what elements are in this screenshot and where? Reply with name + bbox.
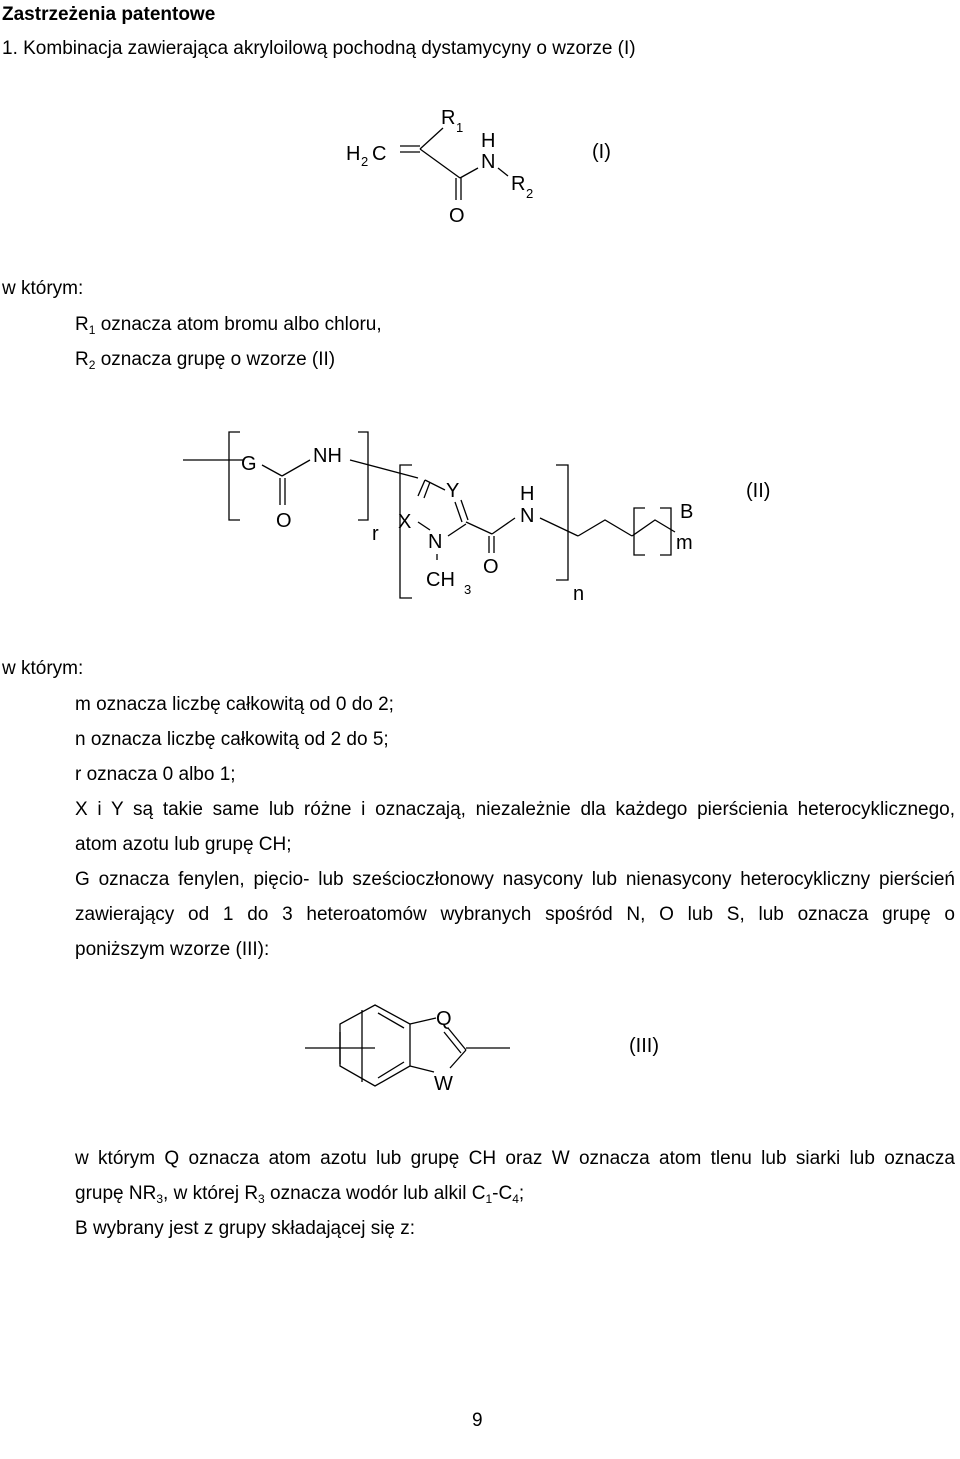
amide-n: N [481, 151, 496, 173]
qw-part-c: oznacza wodór lub alkil C [264, 1183, 486, 1204]
nh-group: NH [313, 445, 342, 467]
g-definition-line-1: G oznacza fenylen, pięcio- lub sześcioczłonowy nasycony lub nienasycony heterocykliczny pierścień [75, 869, 955, 890]
qw-definition-line-1: w którym Q oznacza atom azotu lub grupę CH oraz W oznacza atom tlenu lub siarki lub oznacza [75, 1148, 955, 1169]
page-number: 9 [472, 1410, 483, 1431]
methyl-sub: 3 [464, 582, 472, 597]
r-index: r [372, 523, 379, 545]
r2-def-text: oznacza grupę o wzorze (II) [95, 349, 336, 370]
qw-part-d: -C [492, 1183, 513, 1204]
r1-sub: 1 [456, 120, 464, 135]
claim-1-intro: 1. Kombinacja zawierająca akryloilową pochodną dystamycyny o wzorze (I) [2, 38, 636, 59]
formula-III-label: (III) [629, 1035, 659, 1057]
h2c-c: C [372, 143, 387, 165]
r-definition: r oznacza 0 albo 1; [75, 764, 236, 785]
amide-n-2: N [520, 505, 535, 527]
qw-part-e: ; [518, 1183, 525, 1204]
r1-symbol: R [441, 107, 456, 129]
b-definition: B wybrany jest z grupy składającej się z: [75, 1218, 416, 1239]
qw-part-b: , w której R [163, 1183, 259, 1204]
n-index: n [573, 583, 585, 605]
r1-def-sub: 1 [88, 323, 96, 337]
amide-h: H [481, 130, 496, 152]
qw-sub-c: 1 [485, 1192, 493, 1206]
g-definition-line-2: zawierający od 1 do 3 heteroatomów wybranych spośród N, O lub S, lub oznacza grupę o [75, 904, 955, 925]
qw-part-a: grupę NR [75, 1183, 157, 1204]
w-symbol: W [434, 1073, 453, 1095]
qw-sub-a: 3 [156, 1192, 164, 1206]
methyl-ch: CH [426, 569, 455, 591]
g-symbol: G [241, 453, 257, 475]
b-symbol: B [680, 501, 694, 523]
r2-def-symbol: R [75, 349, 89, 370]
g-definition-line-3: poniższym wzorze (III): [75, 939, 270, 960]
carbonyl-o: O [449, 205, 465, 227]
m-definition: m oznacza liczbę całkowitą od 0 do 2; [75, 694, 394, 715]
ring-n: N [428, 531, 443, 553]
y-symbol: Y [446, 480, 460, 502]
xy-definition-line-1: X i Y są takie same lub różne i oznaczają, niezależnie dla każdego pierścienia heterocyklicznego, [75, 799, 955, 820]
where-label-1: w którym: [2, 278, 84, 299]
r2-symbol: R [511, 173, 526, 195]
h2c-h: H [346, 143, 361, 165]
n-definition: n oznacza liczbę całkowitą od 2 do 5; [75, 729, 389, 750]
r2-def-sub: 2 [88, 358, 96, 372]
r2-sub: 2 [526, 186, 534, 201]
formula-II-label: (II) [746, 480, 771, 502]
r1-def-symbol: R [75, 314, 89, 335]
xy-definition-line-2: atom azotu lub grupę CH; [75, 834, 292, 855]
carbonyl-o-2: O [483, 556, 499, 578]
r1-def-text: oznacza atom bromu albo chloru, [95, 314, 382, 335]
carbonyl-o-1: O [276, 510, 292, 532]
m-index: m [676, 532, 693, 554]
amide-h-2: H [520, 483, 535, 505]
qw-definition-line-2 [75, 1183, 524, 1206]
where-label-2: w którym: [2, 658, 84, 679]
qw-sub-b: 3 [258, 1192, 265, 1206]
qw-sub-d: 4 [512, 1192, 519, 1206]
x-symbol: X [398, 511, 412, 533]
h2c-sub: 2 [361, 154, 369, 169]
formula-I-label: (I) [592, 141, 611, 163]
q-symbol: Q [436, 1008, 452, 1030]
section-heading: Zastrzeżenia patentowe [2, 4, 216, 25]
